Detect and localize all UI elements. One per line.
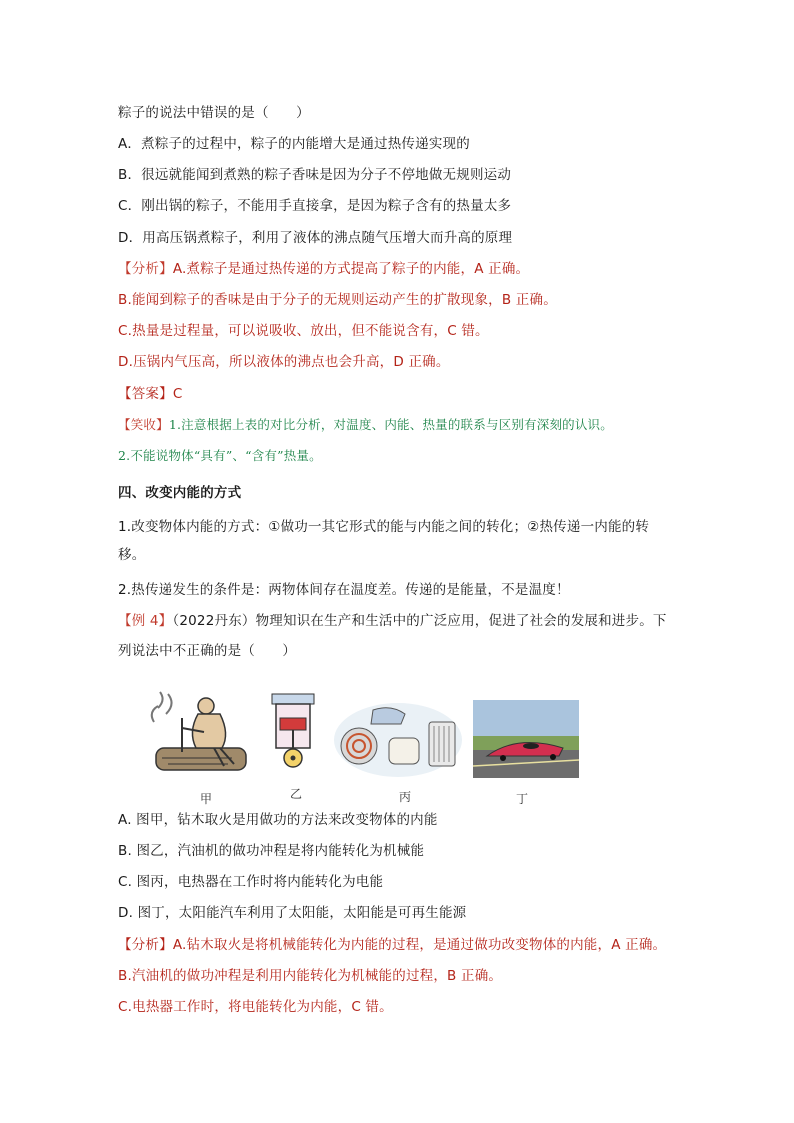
section-para-2: 2.热传递发生的条件是：两物体间存在温度差。传递的是能量，不是温度！ <box>118 582 570 598</box>
example4-analysis-line-2: B.汽油机的做功冲程是利用内能转化为机械能的过程，B 正确。 <box>118 968 503 984</box>
example4-analysis-line-3: C.电热器工作时，将电能转化为内能，C 错。 <box>118 999 393 1015</box>
example4-line-1: 【例 4】（2022丹东）物理知识在生产和生活中的广泛应用，促进了社会的发展和进步。下 <box>118 613 667 629</box>
section-para-1-line-2: 移。 <box>118 547 146 563</box>
option-a: A．煮粽子的过程中，粽子的内能增大是通过热传递实现的 <box>118 136 470 152</box>
example4-option-a: A. 图甲，钻木取火是用做功的方法来改变物体的内能 <box>118 812 438 828</box>
figure-yi-engine <box>266 688 321 773</box>
example4-line-2: 列说法中不正确的是（ ） <box>118 643 297 659</box>
figure-label-yi: 乙 <box>290 787 303 801</box>
analysis-tag: 【分析】 <box>118 261 173 277</box>
answer-value: C <box>172 386 183 402</box>
analysis-line-1: 【分析】A.煮粽子是通过热传递的方式提高了粽子的内能，A 正确。 <box>118 261 530 277</box>
question-stem: 粽子的说法中错误的是（ ） <box>118 105 310 121</box>
tip-tag: 【笑收】 <box>118 417 169 432</box>
example4-option-d: D. 图丁，太阳能汽车利用了太阳能，太阳能是可再生能源 <box>118 905 467 921</box>
section-para-1-line-1: 1.改变物体内能的方式：①做功一其它形式的能与内能之间的转化；②热传递一内能的转 <box>118 519 650 535</box>
figure-bing-heaters <box>333 700 463 778</box>
analysis-line-2: B.能闻到粽子的香味是由于分子的无规则运动产生的扩散现象，B 正确。 <box>118 292 557 308</box>
analysis-line-4: D.压锅内气压高，所以液体的沸点也会升高，D 正确。 <box>118 354 450 370</box>
analysis-line-3: C.热量是过程量，可以说吸收、放出，但不能说含有，C 错。 <box>118 323 489 339</box>
option-c: C．刚出锅的粽子，不能用手直接拿，是因为粽子含有的热量太多 <box>118 198 512 214</box>
figure-label-jia: 甲 <box>200 792 213 806</box>
example4-option-c: C. 图丙，电热器在工作时将内能转化为电能 <box>118 874 384 890</box>
figure-ding-solar-car <box>473 700 579 778</box>
tip-line-2: 2.不能说物体“具有”、“含有”热量。 <box>118 448 322 463</box>
section-heading: 四、改变内能的方式 <box>118 485 242 501</box>
example4-tag: 【例 4】 <box>118 613 173 629</box>
figure-label-ding: 丁 <box>516 792 529 806</box>
figure-jia-drill-wood <box>148 688 253 783</box>
figure-label-bing: 丙 <box>399 790 412 804</box>
answer-line <box>118 384 182 404</box>
example4-analysis-line-1: 【分析】A.钻木取火是将机械能转化为内能的过程，是通过做功改变物体的内能，A 正确。 <box>118 937 667 953</box>
example4-analysis-tag: 【分析】 <box>118 937 173 953</box>
option-b: B．很远就能闻到煮熟的粽子香味是因为分子不停地做无规则运动 <box>118 167 512 183</box>
tip-line-1: 【笑收】1.注意根据上表的对比分析，对温度、内能、热量的联系与区别有深刻的认识。 <box>118 417 613 432</box>
example4-option-b: B. 图乙，汽油机的做功冲程是将内能转化为机械能 <box>118 843 425 859</box>
option-d: D．用高压锅煮粽子，利用了液体的沸点随气压增大而升高的原理 <box>118 230 513 246</box>
answer-tag: 【答案】 <box>118 386 173 402</box>
